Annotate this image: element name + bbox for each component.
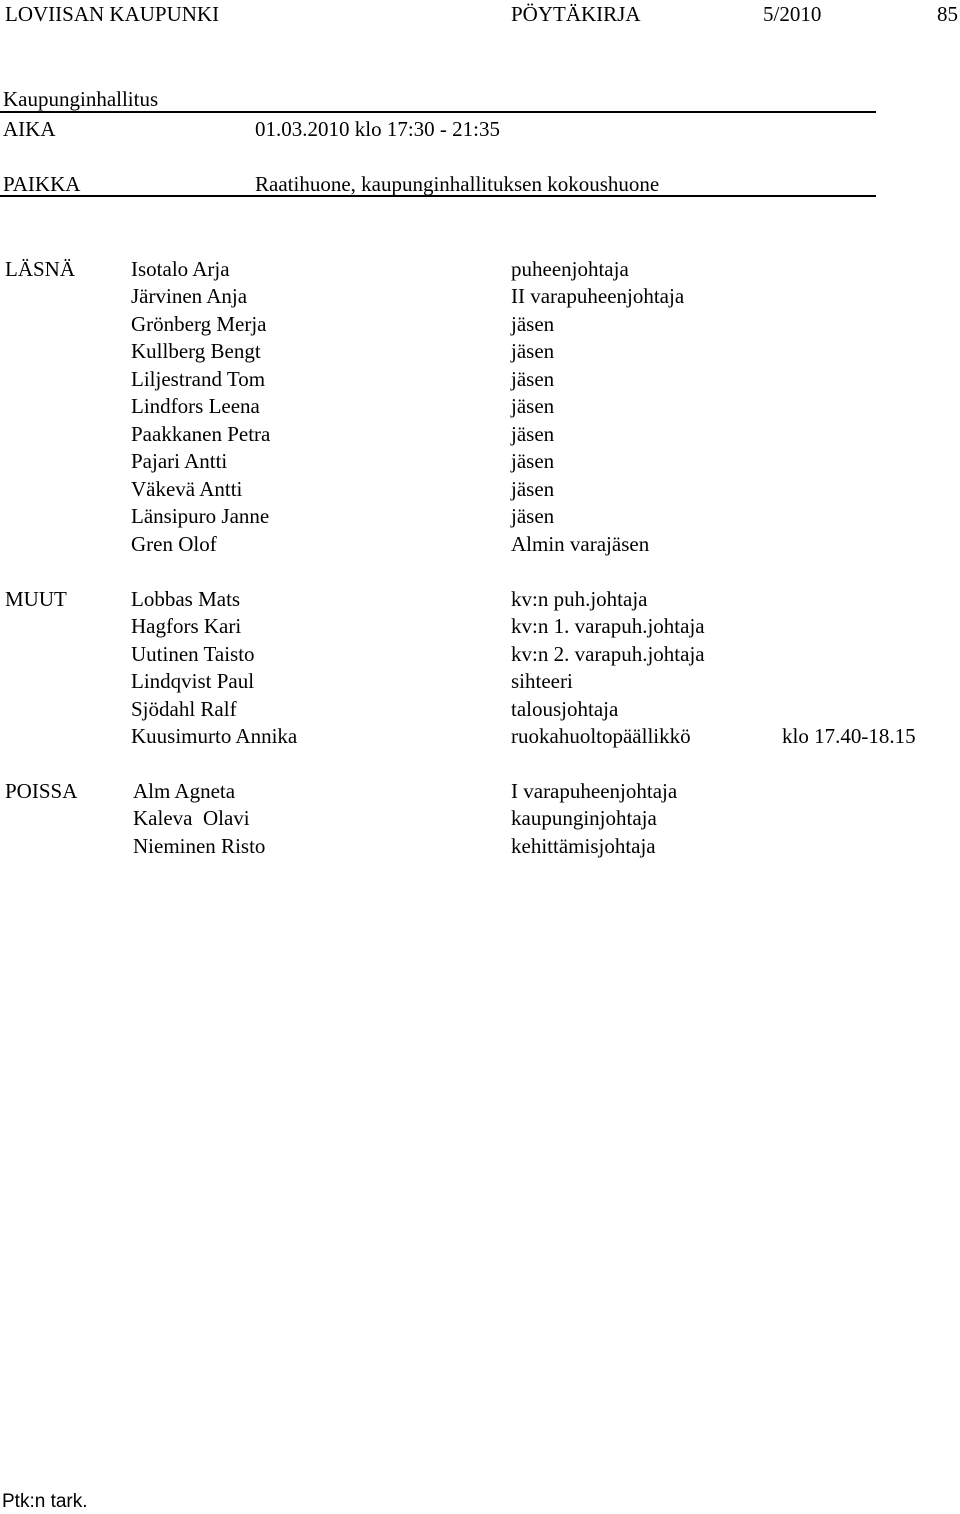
footer-initials-label: Ptk:n tark. <box>2 1491 88 1512</box>
member-name: Väkevä Antti <box>131 477 243 501</box>
member-name: Hagfors Kari <box>131 614 242 638</box>
member-role: I varapuheenjohtaja <box>511 779 678 803</box>
divider <box>0 111 876 113</box>
list-item <box>0 451 960 478</box>
member-role: jäsen <box>511 394 555 418</box>
paikka-value: Raatihuone, kaupunginhallituksen kokoushuone <box>255 172 660 196</box>
list-item <box>0 808 960 835</box>
member-role: kv:n puh.johtaja <box>511 587 648 611</box>
body-name: Kaupunginhallitus <box>3 87 159 111</box>
member-name: Uutinen Taisto <box>131 642 255 666</box>
member-name: Gren Olof <box>131 532 217 556</box>
list-item <box>0 644 960 671</box>
aika-value: 01.03.2010 klo 17:30 - 21:35 <box>255 117 500 141</box>
member-name: Järvinen Anja <box>131 284 248 308</box>
list-item <box>0 424 960 451</box>
document-type: PÖYTÄKIRJA <box>511 2 641 26</box>
member-role: Almin varajäsen <box>511 532 650 556</box>
member-role: kv:n 2. varapuh.johtaja <box>511 642 705 666</box>
list-item <box>0 671 960 698</box>
member-name: Grönberg Merja <box>131 312 267 336</box>
list-item <box>0 259 960 286</box>
member-role: II varapuheenjohtaja <box>511 284 685 308</box>
list-item <box>0 506 960 533</box>
member-role: kaupunginjohtaja <box>511 806 657 830</box>
paikka-label: PAIKKA <box>3 172 81 196</box>
member-role: jäsen <box>511 312 555 336</box>
member-role: jäsen <box>511 449 555 473</box>
member-name: Lobbas Mats <box>131 587 241 611</box>
lasna-label: LÄSNÄ <box>5 257 76 281</box>
member-role: jäsen <box>511 367 555 391</box>
member-name: Paakkanen Petra <box>131 422 271 446</box>
member-name: Lindqvist Paul <box>131 669 255 693</box>
member-name: Lindfors Leena <box>131 394 260 418</box>
member-role: jäsen <box>511 422 555 446</box>
poissa-label: POISSA <box>5 779 78 803</box>
aika-label: AIKA <box>3 117 56 141</box>
list-item <box>0 836 960 863</box>
member-role: puheenjohtaja <box>511 257 629 281</box>
member-role: kehittämisjohtaja <box>511 834 656 858</box>
page-number: 85 <box>937 2 958 26</box>
member-name: Kuusimurto Annika <box>131 724 298 748</box>
list-item <box>0 726 960 753</box>
member-name: Alm Agneta <box>133 779 236 803</box>
list-item <box>0 781 960 808</box>
member-role: talousjohtaja <box>511 697 619 721</box>
list-item <box>0 396 960 423</box>
city-name: LOVIISAN KAUPUNKI <box>5 2 220 26</box>
member-name: Isotalo Arja <box>131 257 230 281</box>
member-name: Pajari Antti <box>131 449 228 473</box>
member-note: klo 17.40-18.15 <box>782 724 916 748</box>
member-role: sihteeri <box>511 669 573 693</box>
document-number: 5/2010 <box>763 2 822 26</box>
member-name: Länsipuro Janne <box>131 504 270 528</box>
member-name: Kullberg Bengt <box>131 339 261 363</box>
member-name: Kaleva Olavi <box>133 806 250 830</box>
list-item <box>0 286 960 313</box>
member-name: Nieminen Risto <box>133 834 266 858</box>
member-role: kv:n 1. varapuh.johtaja <box>511 614 705 638</box>
list-item <box>0 479 960 506</box>
list-item <box>0 616 960 643</box>
member-role: ruokahuoltopäällikkö <box>511 724 691 748</box>
list-item <box>0 314 960 341</box>
divider <box>0 195 876 197</box>
member-role: jäsen <box>511 339 555 363</box>
list-item <box>0 341 960 368</box>
member-name: Liljestrand Tom <box>131 367 266 391</box>
list-item <box>0 589 960 616</box>
member-role: jäsen <box>511 504 555 528</box>
muut-label: MUUT <box>5 587 67 611</box>
list-item <box>0 369 960 396</box>
member-name: Sjödahl Ralf <box>131 697 237 721</box>
list-item <box>0 534 960 561</box>
member-role: jäsen <box>511 477 555 501</box>
list-item <box>0 699 960 726</box>
